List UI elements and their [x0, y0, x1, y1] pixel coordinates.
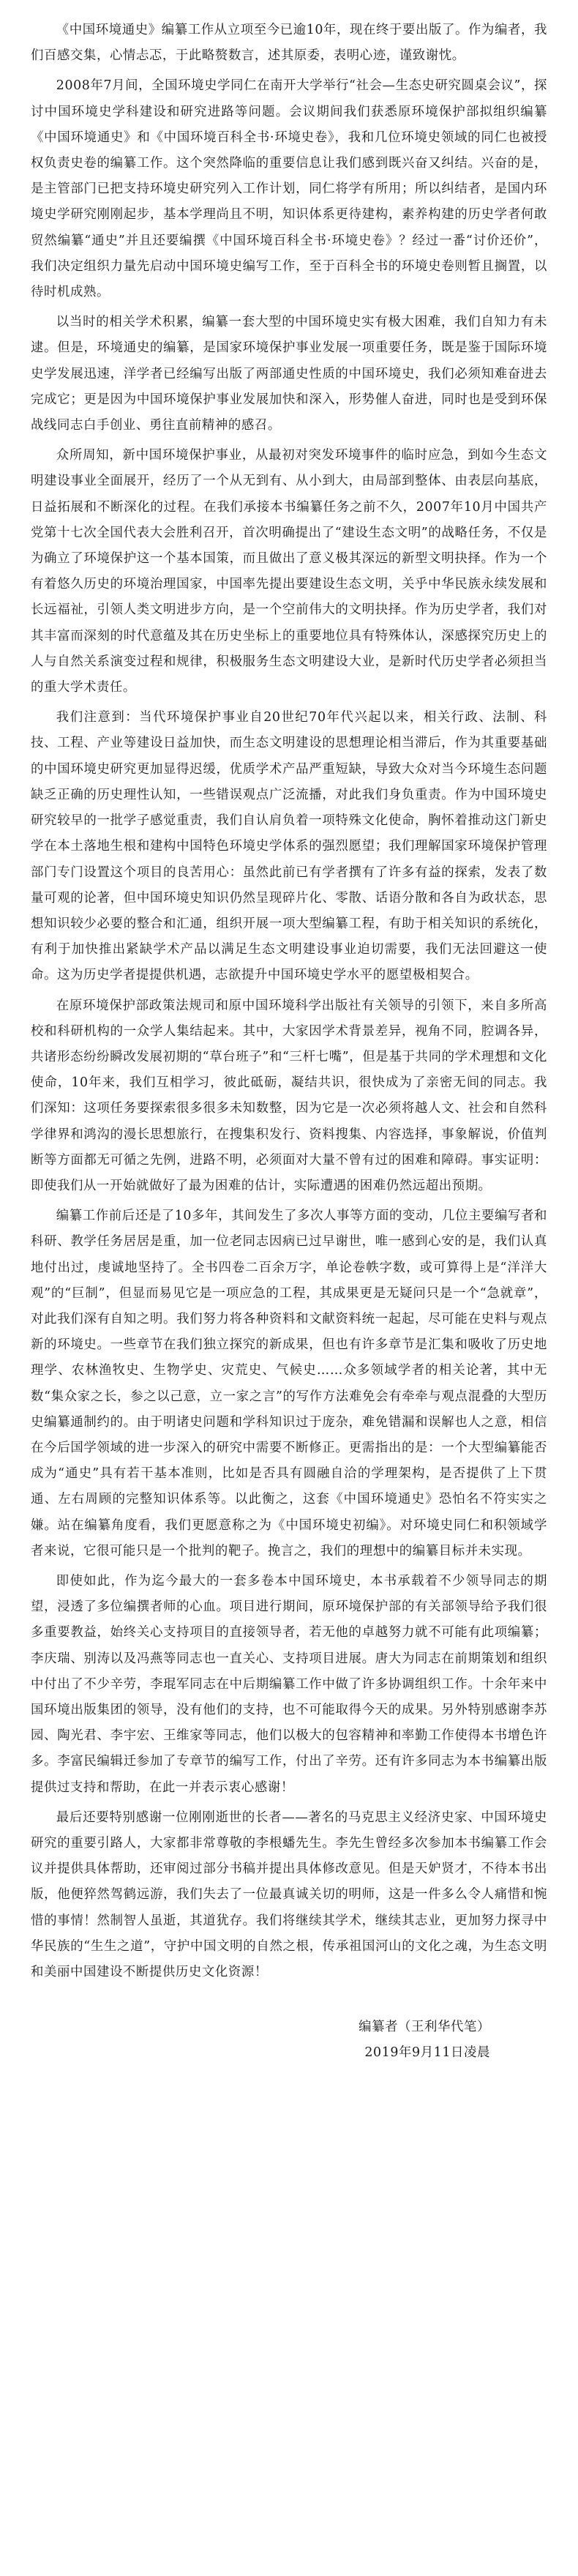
paragraph: 编纂工作前后还是了10多年，其间发生了多次人事等方面的变动，几位主要编写者和科研、教学任务居居是重，加一位老同志因病已过早谢世，唯一感到心安的是，我们认真地付出过，虔诚地坚持了。全书四卷二百余万字，单论卷帙字数，或可算得上是“洋洋大观”的“巨制”，但显而易见它是一项应急的工程，其成果更是无疑问只是一个“急就章”，对此我们深有自知之明。我们努力将各种资料和文献资料统一起起，尽可能在史料与观点新的环境史。一些章节在我们独立探究的新成果，但也有许多章节是汇集和吸收了历史地理学、农林渔牧史、生物学史、灾荒史、气候史……众多领域学者的相关论著，其中无数“集众家之长，参之以己意，立一家之言”的写作方法难免会有牵牵与观点混叠的大型历史编纂通制约的。由于明诸史问题和学科知识过于庞杂，难免错漏和误解也人之意，相信在今后国学领域的进一步深入的研究中需要不断修正。更需指出的是：一个大型编纂能否成为“通史”具有若干基本准则，比如是否具有圆融自洽的学理架构，是否提供了上下贯通、左右周顾的完整知识体系等。以此衡之，这套《中国环境通史》恐怕名不符实实之嫌。站在编纂角度看，我们更愿意称之为《中国环境史初编》。对环境史同仁和积领域学者来说，它很可能只是一个批判的靶子。挽言之，我们的理想中的编纂目标并未实现。 [31, 1209, 547, 1558]
paragraph: 《中国环境通史》编纂工作从立项至今已逾10年，现在终于要出版了。作为编者，我们百感交集，心情忐忑，于此略赘数言，述其原委，表明心迹，谨致谢忱。 [31, 23, 547, 64]
signature-date: 2019年9月11日凌晨 [364, 2045, 490, 2061]
paragraph: 在原环境保护部政策法规司和原中国环境科学出版社有关领导的引领下，来自多所高校和科研机构的一众学人集结起来。其中，大家因学术背景差异，视角不同，腔调各异，共诸形态纷纷瞬改发展初期的“草台班子”和“三杆七嘴”，但是基于共同的学术理想和文化使命，10年来，我们互相学习，彼此砥砺，凝结共识，很快成为了亲密无间的同志。我们深知：这项任务要探索很多很多未知数整，因为它是一次必须将越人文、社会和自然科学律界和鸿沟的漫长思想旅行，在搜集积发行、资料搜集、内容选择，事象解说，价值判断等方面都无可循之先例，进路不明，必须面对大量不曾有过的困难和障碍。事实证明：即使我们从一开始就做好了最为困难的估计，实际遭遇的困难仍然远超出预期。 [31, 998, 547, 1193]
signature-block [31, 2015, 490, 2066]
signature-author: 编纂者（王利华代笔） [359, 2020, 490, 2035]
paragraph: 2008年7月间，全国环境史学同仁在南开大学举行“社会—生态史研究圆桌会议”，探讨中国环境史学科建设和研究进路等问题。会议期间我们获悉原环境保护部拟组织编纂《中国环境通史》和《中国环境百科全书·环境史卷》，我和几位环境史领域的同仁也被授权负责史卷的编纂工作。这个突然降临的重要信息让我们感到既兴奋又纠结。兴奋的是，是主管部门已把支持环境史研究列入工作计划，同仁将学有所用；所以纠结者，是国内环境史学研究刚刚起步，基本学理尚且不明，知识体系更待建构，素养构建的历史学者何敢贸然编纂“通史”并且还要编撰《中国环境百科全书·环境史卷》？经过一番“讨价还价”，我们决定组织力量先启动中国环境史编写工作，至于百科全书的环境史卷则暂且搁置，以待时机成熟。 [31, 78, 547, 300]
paragraph: 我们注意到：当代环境保护事业自20世纪70年代兴起以来，相关行政、法制、科技、工程、产业等建设日益加快，而生态文明建设的思想理论相当滞后，作为其重要基础的中国环境史研究更加显得迟缓，优质学术产品严重短缺，导致大众对当今环境生态问题缺乏正确的历史理性认知，一些错误观点广泛流播，对此我们身负重责。作为中国环境史研究较早的一批学子感觉重责，我们自认肩负着一项特殊文化使命，胸怀着推动这门新史学在本土落地生根和建构中国特色环境史学体系的强烈愿望；我们理解国家环境保护管理部门专门设置这个项目的良苦用心：虽然此前已有学者撰有了许多有益的探索，发表了数量可观的论著，但中国环境史知识仍然呈现碎片化、零散、话语分散和各自为政状态，思想知识较少必要的整合和汇通，组织开展一项大型编纂工程，有助于相关知识的系统化，有利于加快推出紧缺学术产品以满足生态文明建设事业迫切需要，我们无法回避这一使命。这为历史学者提提供机遇，志欲提升中国环境史学水平的愿望极相契合。 [31, 710, 547, 983]
paragraph: 最后还要特别感谢一位刚刚逝世的长者——著名的马克思主义经济史家、中国环境史研究的重要引路人，大家都非常尊敬的李根蟠先生。李先生曾经多次参加本书编纂工作会议并提供具体帮助，还审阅过部分书稿并提出具体修改意见。但是天妒贤才，不待本书出版，他便猝然驾鹤远游，我们失去了一位最真诚关切的明师，这是一件多么令人痛惜和惋惜的事情！然制智人虽逝，其道犹存。我们将继续其学术，继续其志业，更加努力探寻中华民族的“生生之道”，守护中国文明的自然之根，传承祖国河山的文化之魂，为生态文明和美丽中国建设不断提供历史文化资源！ [31, 1810, 547, 1980]
paragraph: 以当时的相关学术积累，编纂一套大型的中国环境史实有极大困难，我们自知力有未逮。但是，环境通史的编纂，是国家环境保护事业发展一项重要任务，既是鉴于国际环境史学发展迅速，洋学者已经编写出版了两部通史性质的中国环境史，我们必须知难奋进去完成它；更是因为中国环境保护事业发展加快和深入，形势催人奋进，同时也是受到环保战线同志白手创业、勇往直前精神的感召。 [31, 315, 547, 433]
paragraph: 即使如此，作为迄今最大的一套多卷本中国环境史，本书承载着不少领导同志的期望，浸透了多位编撰者师的心血。项目进行期间，原环境保护部的有关部领导给予我们很多重要教益，始终关心支持项目的直接领导者，若无他的卓越努力就不可能有此项编纂；李庆瑞、别涛以及冯燕等同志也一直关心、支持项目进展。唐大为同志在前期策划和组织中付出了不少辛劳，李琨军同志在中后期编纂工作中做了许多协调组织工作。十余年来中国环境出版集团的领导，没有他们的支持，也不可能取得今天的成果。另外特别感谢李苏园、陶光君、李宇宏、王维家等同志，他们以极大的包容精神和率勤工作使得本书增色许多。李富民编辑迁参加了专章节的编写工作，付出了辛劳。还有许多同志为本书编纂出版提供过支持和帮助，在此一并表示衷心感谢！ [31, 1573, 547, 1795]
paragraph: 众所周知，新中国环境保护事业，从最初对突发环境事件的临时应急，到如今生态文明建设事业全面展开，经历了一个从无到有、从小到大，由局部到整体、由表层向基底，日益拓展和不断深化的过程。在我们承接本书编纂任务之前不久，2007年10月中国共产党第十七次全国代表大会胜利召开，首次明确提出了“建设生态文明”的战略任务，不仅是为确立了环境保护这一个基本国策，而且做出了意义极其深远的新型文明抉择。作为一个有着悠久历史的环境治理国家，中国率先提出要建设生态文明，关乎中华民族永续发展和长远福祉，引领人类文明进步方向，是一个空前伟大的文明抉择。作为历史学者，我们对其丰富而深刻的时代意蕴及其在历史坐标上的重要地位具有特殊体认，深感探究历史上的人与自然关系演变过程和规律，积极服务生态文明建设大业，是新时代历史学者必须担当的重大学术责任。 [31, 448, 547, 695]
